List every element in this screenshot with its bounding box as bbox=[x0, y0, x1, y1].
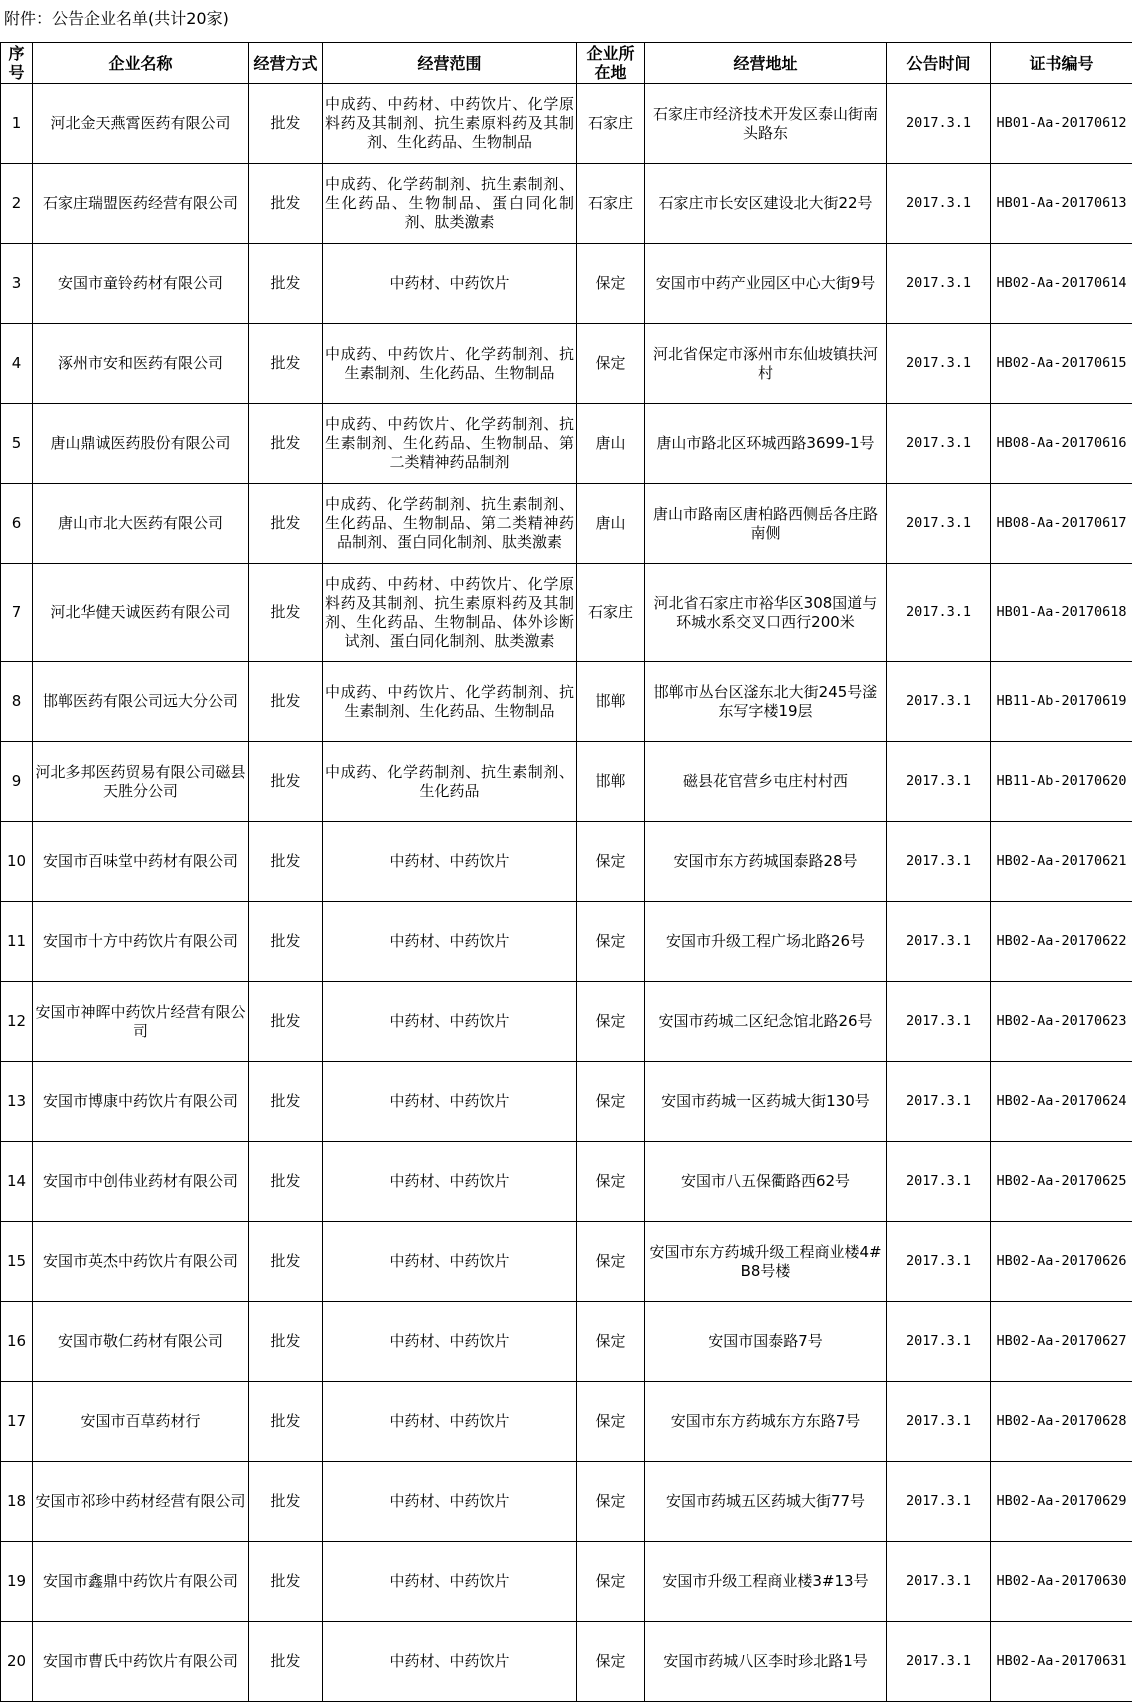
cell-address: 安国市药城一区药城大街130号 bbox=[645, 1062, 887, 1142]
cell-no: 2 bbox=[1, 164, 33, 244]
table-caption: 附件：公告企业名单(共计20家) bbox=[4, 9, 229, 28]
cell-cert: HB01-Aa-20170612 bbox=[991, 84, 1132, 164]
cell-no: 10 bbox=[1, 822, 33, 902]
cell-date: 2017.3.1 bbox=[887, 1222, 991, 1302]
cell-date: 2017.3.1 bbox=[887, 164, 991, 244]
cell-cert: HB02-Aa-20170623 bbox=[991, 982, 1132, 1062]
table-row bbox=[1, 324, 1132, 404]
cell-location: 保定 bbox=[577, 982, 645, 1062]
enterprise-table bbox=[0, 42, 1132, 1702]
cell-no: 20 bbox=[1, 1622, 33, 1702]
cell-cert: HB02-Aa-20170622 bbox=[991, 902, 1132, 982]
cell-scope: 中药材、中药饮片 bbox=[323, 982, 577, 1062]
cell-location: 保定 bbox=[577, 1222, 645, 1302]
table-row bbox=[1, 1142, 1132, 1222]
cell-mode: 批发 bbox=[249, 324, 323, 404]
header-address: 经营地址 bbox=[645, 43, 887, 84]
table-row bbox=[1, 1462, 1132, 1542]
cell-address: 安国市中药产业园区中心大街9号 bbox=[645, 244, 887, 324]
cell-name: 河北多邦医药贸易有限公司磁县天胜分公司 bbox=[33, 742, 249, 822]
cell-cert: HB02-Aa-20170614 bbox=[991, 244, 1132, 324]
cell-mode: 批发 bbox=[249, 662, 323, 742]
cell-scope: 中药材、中药饮片 bbox=[323, 244, 577, 324]
cell-date: 2017.3.1 bbox=[887, 1302, 991, 1382]
cell-scope: 中药材、中药饮片 bbox=[323, 1142, 577, 1222]
cell-mode: 批发 bbox=[249, 822, 323, 902]
cell-cert: HB02-Aa-20170625 bbox=[991, 1142, 1132, 1222]
cell-scope: 中药材、中药饮片 bbox=[323, 1622, 577, 1702]
cell-scope: 中药材、中药饮片 bbox=[323, 1542, 577, 1622]
cell-scope: 中成药、化学药制剂、抗生素制剂、生化药品 bbox=[323, 742, 577, 822]
cell-no: 14 bbox=[1, 1142, 33, 1222]
cell-no: 5 bbox=[1, 404, 33, 484]
cell-location: 保定 bbox=[577, 244, 645, 324]
cell-date: 2017.3.1 bbox=[887, 1622, 991, 1702]
header-no: 序号 bbox=[1, 43, 33, 84]
cell-no: 7 bbox=[1, 564, 33, 662]
cell-scope: 中药材、中药饮片 bbox=[323, 1462, 577, 1542]
cell-name: 河北金天燕霄医药有限公司 bbox=[33, 84, 249, 164]
cell-location: 保定 bbox=[577, 1142, 645, 1222]
cell-name: 石家庄瑞盟医药经营有限公司 bbox=[33, 164, 249, 244]
cell-location: 邯郸 bbox=[577, 662, 645, 742]
cell-scope: 中药材、中药饮片 bbox=[323, 1382, 577, 1462]
cell-name: 安国市祁珍中药材经营有限公司 bbox=[33, 1462, 249, 1542]
cell-cert: HB11-Ab-20170619 bbox=[991, 662, 1132, 742]
cell-mode: 批发 bbox=[249, 902, 323, 982]
cell-scope: 中药材、中药饮片 bbox=[323, 902, 577, 982]
cell-location: 唐山 bbox=[577, 484, 645, 564]
cell-no: 13 bbox=[1, 1062, 33, 1142]
cell-no: 18 bbox=[1, 1462, 33, 1542]
table-row bbox=[1, 742, 1132, 822]
cell-date: 2017.3.1 bbox=[887, 1542, 991, 1622]
cell-cert: HB02-Aa-20170615 bbox=[991, 324, 1132, 404]
cell-no: 15 bbox=[1, 1222, 33, 1302]
cell-cert: HB11-Ab-20170620 bbox=[991, 742, 1132, 822]
cell-date: 2017.3.1 bbox=[887, 1062, 991, 1142]
cell-scope: 中成药、中药饮片、化学药制剂、抗生素制剂、生化药品、生物制品 bbox=[323, 662, 577, 742]
cell-address: 河北省石家庄市裕华区308国道与环城水系交叉口西行200米 bbox=[645, 564, 887, 662]
cell-name: 河北华健天诚医药有限公司 bbox=[33, 564, 249, 662]
cell-no: 19 bbox=[1, 1542, 33, 1622]
cell-name: 安国市童铃药材有限公司 bbox=[33, 244, 249, 324]
table-row bbox=[1, 982, 1132, 1062]
cell-name: 安国市鑫鼎中药饮片有限公司 bbox=[33, 1542, 249, 1622]
cell-scope: 中成药、中药材、中药饮片、化学原料药及其制剂、抗生素原料药及其制剂、生化药品、生物制品 bbox=[323, 84, 577, 164]
cell-cert: HB02-Aa-20170626 bbox=[991, 1222, 1132, 1302]
cell-mode: 批发 bbox=[249, 742, 323, 822]
header-cert: 证书编号 bbox=[991, 43, 1132, 84]
table-row bbox=[1, 244, 1132, 324]
cell-name: 安国市中创伟业药材有限公司 bbox=[33, 1142, 249, 1222]
cell-address: 安国市药城八区李时珍北路1号 bbox=[645, 1622, 887, 1702]
cell-date: 2017.3.1 bbox=[887, 404, 991, 484]
cell-name: 安国市百味堂中药材有限公司 bbox=[33, 822, 249, 902]
cell-date: 2017.3.1 bbox=[887, 564, 991, 662]
cell-no: 6 bbox=[1, 484, 33, 564]
cell-mode: 批发 bbox=[249, 1382, 323, 1462]
cell-mode: 批发 bbox=[249, 1222, 323, 1302]
cell-date: 2017.3.1 bbox=[887, 324, 991, 404]
cell-scope: 中成药、中药材、中药饮片、化学原料药及其制剂、抗生素原料药及其制剂、生化药品、生物制品、体外诊断试剂、蛋白同化制剂、肽类激素 bbox=[323, 564, 577, 662]
table-row bbox=[1, 1622, 1132, 1702]
table-row bbox=[1, 484, 1132, 564]
cell-location: 保定 bbox=[577, 822, 645, 902]
cell-address: 安国市升级工程商业楼3#13号 bbox=[645, 1542, 887, 1622]
cell-scope: 中成药、中药饮片、化学药制剂、抗生素制剂、生化药品、生物制品、第二类精神药品制剂 bbox=[323, 404, 577, 484]
cell-cert: HB01-Aa-20170613 bbox=[991, 164, 1132, 244]
cell-address: 河北省保定市涿州市东仙坡镇扶河村 bbox=[645, 324, 887, 404]
cell-cert: HB02-Aa-20170621 bbox=[991, 822, 1132, 902]
cell-address: 安国市东方药城东方东路7号 bbox=[645, 1382, 887, 1462]
cell-scope: 中药材、中药饮片 bbox=[323, 822, 577, 902]
cell-no: 9 bbox=[1, 742, 33, 822]
cell-cert: HB01-Aa-20170618 bbox=[991, 564, 1132, 662]
cell-no: 12 bbox=[1, 982, 33, 1062]
cell-mode: 批发 bbox=[249, 1062, 323, 1142]
cell-mode: 批发 bbox=[249, 564, 323, 662]
cell-mode: 批发 bbox=[249, 982, 323, 1062]
table-row bbox=[1, 1542, 1132, 1622]
cell-address: 安国市东方药城升级工程商业楼4#B8号楼 bbox=[645, 1222, 887, 1302]
cell-scope: 中药材、中药饮片 bbox=[323, 1062, 577, 1142]
cell-location: 保定 bbox=[577, 902, 645, 982]
cell-location: 邯郸 bbox=[577, 742, 645, 822]
cell-name: 涿州市安和医药有限公司 bbox=[33, 324, 249, 404]
table-row bbox=[1, 164, 1132, 244]
header-date: 公告时间 bbox=[887, 43, 991, 84]
table-row bbox=[1, 1062, 1132, 1142]
cell-no: 11 bbox=[1, 902, 33, 982]
cell-address: 唐山市路南区唐柏路西侧岳各庄路南侧 bbox=[645, 484, 887, 564]
cell-mode: 批发 bbox=[249, 1542, 323, 1622]
cell-scope: 中成药、化学药制剂、抗生素制剂、生化药品、生物制品、第二类精神药品制剂、蛋白同化制剂、肽类激素 bbox=[323, 484, 577, 564]
cell-cert: HB08-Aa-20170616 bbox=[991, 404, 1132, 484]
cell-date: 2017.3.1 bbox=[887, 1462, 991, 1542]
cell-scope: 中药材、中药饮片 bbox=[323, 1222, 577, 1302]
header-location: 企业所在地 bbox=[577, 43, 645, 84]
table-row bbox=[1, 1382, 1132, 1462]
cell-name: 安国市敬仁药材有限公司 bbox=[33, 1302, 249, 1382]
cell-scope: 中药材、中药饮片 bbox=[323, 1302, 577, 1382]
cell-scope: 中成药、化学药制剂、抗生素制剂、生化药品、生物制品、蛋白同化制剂、肽类激素 bbox=[323, 164, 577, 244]
cell-name: 唐山鼎诚医药股份有限公司 bbox=[33, 404, 249, 484]
cell-location: 石家庄 bbox=[577, 84, 645, 164]
table-row bbox=[1, 84, 1132, 164]
cell-no: 16 bbox=[1, 1302, 33, 1382]
cell-mode: 批发 bbox=[249, 484, 323, 564]
cell-location: 石家庄 bbox=[577, 564, 645, 662]
cell-no: 17 bbox=[1, 1382, 33, 1462]
cell-cert: HB02-Aa-20170631 bbox=[991, 1622, 1132, 1702]
table-row bbox=[1, 902, 1132, 982]
table-row bbox=[1, 662, 1132, 742]
cell-address: 邯郸市丛台区滏东北大街245号滏东写字楼19层 bbox=[645, 662, 887, 742]
cell-no: 8 bbox=[1, 662, 33, 742]
cell-location: 保定 bbox=[577, 1062, 645, 1142]
cell-cert: HB02-Aa-20170629 bbox=[991, 1462, 1132, 1542]
cell-name: 安国市神晖中药饮片经营有限公司 bbox=[33, 982, 249, 1062]
table-row bbox=[1, 1222, 1132, 1302]
table-row bbox=[1, 1302, 1132, 1382]
cell-date: 2017.3.1 bbox=[887, 662, 991, 742]
cell-address: 石家庄市长安区建设北大街22号 bbox=[645, 164, 887, 244]
cell-no: 3 bbox=[1, 244, 33, 324]
cell-date: 2017.3.1 bbox=[887, 244, 991, 324]
cell-date: 2017.3.1 bbox=[887, 1142, 991, 1222]
cell-name: 安国市曹氏中药饮片有限公司 bbox=[33, 1622, 249, 1702]
table-row bbox=[1, 822, 1132, 902]
cell-mode: 批发 bbox=[249, 164, 323, 244]
cell-mode: 批发 bbox=[249, 1142, 323, 1222]
cell-location: 保定 bbox=[577, 1382, 645, 1462]
cell-name: 安国市英杰中药饮片有限公司 bbox=[33, 1222, 249, 1302]
cell-address: 安国市升级工程广场北路26号 bbox=[645, 902, 887, 982]
cell-cert: HB08-Aa-20170617 bbox=[991, 484, 1132, 564]
cell-cert: HB02-Aa-20170627 bbox=[991, 1302, 1132, 1382]
header-row bbox=[1, 43, 1132, 84]
cell-name: 唐山市北大医药有限公司 bbox=[33, 484, 249, 564]
cell-mode: 批发 bbox=[249, 404, 323, 484]
cell-location: 石家庄 bbox=[577, 164, 645, 244]
cell-address: 安国市药城二区纪念馆北路26号 bbox=[645, 982, 887, 1062]
cell-address: 安国市八五保衢路西62号 bbox=[645, 1142, 887, 1222]
cell-location: 保定 bbox=[577, 324, 645, 404]
cell-address: 石家庄市经济技术开发区泰山街南头路东 bbox=[645, 84, 887, 164]
cell-date: 2017.3.1 bbox=[887, 822, 991, 902]
cell-date: 2017.3.1 bbox=[887, 84, 991, 164]
cell-mode: 批发 bbox=[249, 84, 323, 164]
cell-no: 4 bbox=[1, 324, 33, 404]
cell-date: 2017.3.1 bbox=[887, 484, 991, 564]
cell-name: 邯郸医药有限公司远大分公司 bbox=[33, 662, 249, 742]
table-row bbox=[1, 564, 1132, 662]
header-name: 企业名称 bbox=[33, 43, 249, 84]
cell-date: 2017.3.1 bbox=[887, 982, 991, 1062]
cell-no: 1 bbox=[1, 84, 33, 164]
cell-location: 保定 bbox=[577, 1622, 645, 1702]
header-mode: 经营方式 bbox=[249, 43, 323, 84]
cell-location: 唐山 bbox=[577, 404, 645, 484]
cell-name: 安国市博康中药饮片有限公司 bbox=[33, 1062, 249, 1142]
cell-location: 保定 bbox=[577, 1542, 645, 1622]
cell-name: 安国市十方中药饮片有限公司 bbox=[33, 902, 249, 982]
cell-address: 安国市国泰路7号 bbox=[645, 1302, 887, 1382]
cell-mode: 批发 bbox=[249, 1462, 323, 1542]
cell-mode: 批发 bbox=[249, 1622, 323, 1702]
cell-cert: HB02-Aa-20170628 bbox=[991, 1382, 1132, 1462]
table-row bbox=[1, 404, 1132, 484]
cell-address: 安国市东方药城国泰路28号 bbox=[645, 822, 887, 902]
cell-mode: 批发 bbox=[249, 1302, 323, 1382]
cell-name: 安国市百草药材行 bbox=[33, 1382, 249, 1462]
cell-date: 2017.3.1 bbox=[887, 1382, 991, 1462]
header-scope: 经营范围 bbox=[323, 43, 577, 84]
cell-scope: 中成药、中药饮片、化学药制剂、抗生素制剂、生化药品、生物制品 bbox=[323, 324, 577, 404]
cell-address: 安国市药城五区药城大街77号 bbox=[645, 1462, 887, 1542]
cell-location: 保定 bbox=[577, 1462, 645, 1542]
table-body bbox=[1, 84, 1132, 1702]
cell-address: 磁县花官营乡屯庄村村西 bbox=[645, 742, 887, 822]
cell-cert: HB02-Aa-20170630 bbox=[991, 1542, 1132, 1622]
cell-address: 唐山市路北区环城西路3699-1号 bbox=[645, 404, 887, 484]
cell-date: 2017.3.1 bbox=[887, 902, 991, 982]
cell-mode: 批发 bbox=[249, 244, 323, 324]
cell-location: 保定 bbox=[577, 1302, 645, 1382]
cell-cert: HB02-Aa-20170624 bbox=[991, 1062, 1132, 1142]
cell-date: 2017.3.1 bbox=[887, 742, 991, 822]
